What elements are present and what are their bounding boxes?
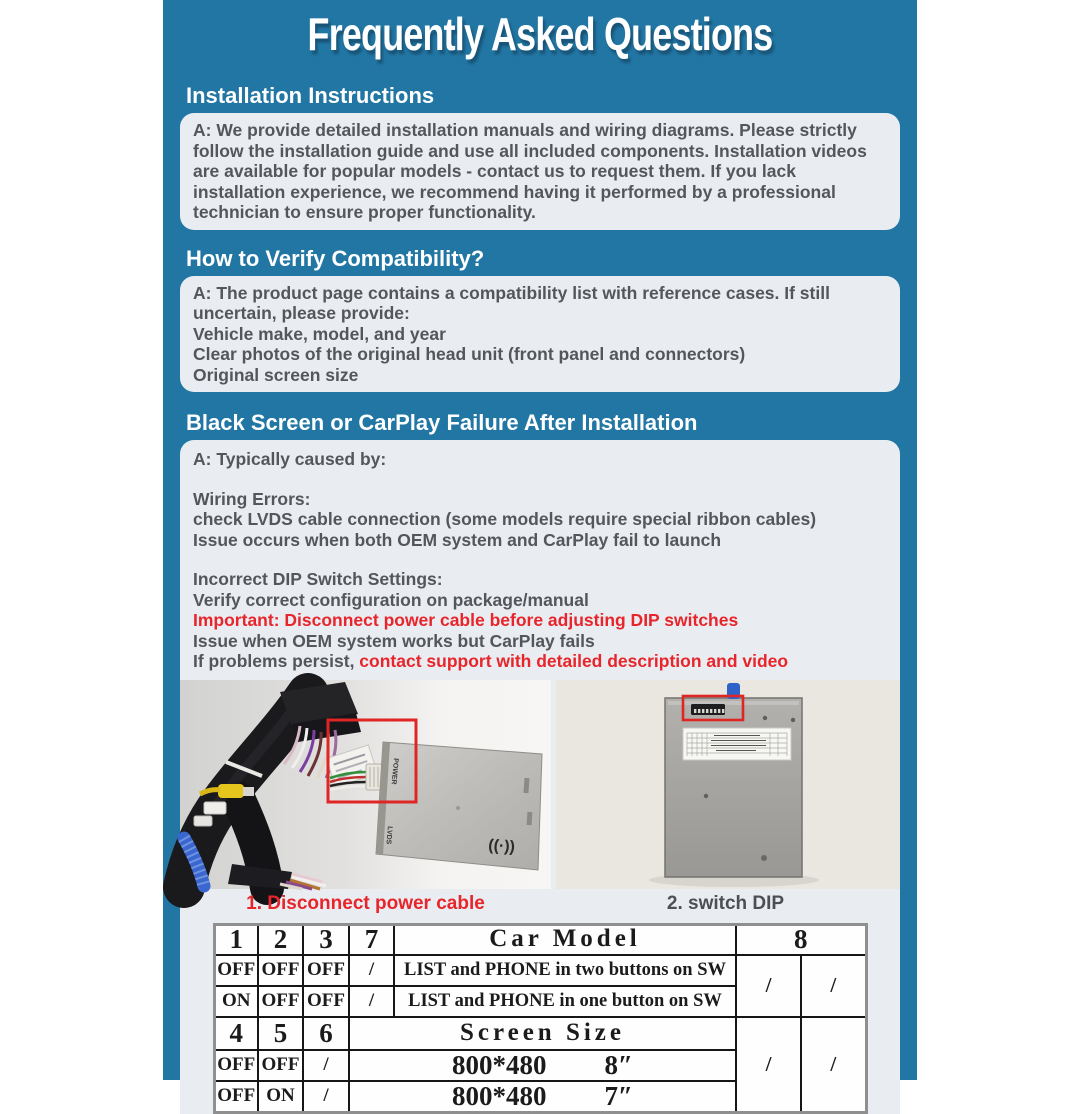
cell-sw1: OFF [214,955,258,986]
dip-switch-photo [556,680,900,889]
answer-line: If problems persist, contact support with detailed description and video [193,651,789,671]
table-row [214,955,866,986]
col-header-sw4: 4 [214,1017,258,1050]
answer-line: Vehicle make, model, and year [193,323,446,344]
col-header-sw5: 5 [258,1017,303,1050]
page-title-wrap [163,0,917,71]
answer-line: Issue occurs when both OEM system and CarPlay fail to launch [193,529,722,550]
col-header-sw2: 2 [258,924,303,955]
resolution-value: 800*480 [452,1049,547,1080]
cell-sw3: OFF [303,955,349,986]
page-title: Frequently Asked Questions [307,8,773,60]
answer-line: Verify correct configuration on package/manual [193,589,589,610]
section-heading-installation: Installation Instructions [186,83,435,108]
answer-line [193,470,887,489]
cell-sw6: / [303,1050,349,1081]
dip-switch-table [213,923,868,1114]
answer-box-blackscreen [180,440,900,1114]
section-heading-compatibility: How to Verify Compatibility? [186,245,485,271]
cell-sw2: OFF [258,986,303,1017]
answer-box-installation [180,113,900,230]
spec-label [683,728,791,760]
power-label: POWER [389,757,399,785]
col-header-car-model: Car Model [394,924,736,955]
cell-screen-size [349,1050,736,1081]
cell-sw8a: / [736,955,801,1017]
answer-line: Wiring Errors: [193,488,311,509]
cell-sw2: OFF [258,955,303,986]
cell-sw8a: / [736,1017,801,1113]
answer-text-installation: A: We provide detailed installation manuals and wiring diagrams. Please strictly follow the installation guide and use all included components. Installation videos are available for popular models - contact us to request them. If you lack installation experience, we recommend having it performed by a professional technician to ensure proper functionality. [193,120,867,222]
answer-line: A: The product page contains a compatibility list with reference cases. If still uncertain, please provide: [193,282,830,323]
cell-sw6: / [303,1081,349,1113]
wifi-logo: ((·)) [487,836,516,856]
cell-sw4: OFF [214,1050,258,1081]
col-header-sw6: 6 [303,1017,349,1050]
answer-line: Issue when OEM system works but CarPlay fails [193,630,595,651]
answer-line [193,550,887,569]
col-header-sw8: 8 [736,924,866,955]
cell-sw7: / [349,955,394,986]
cell-sw8b: / [801,955,866,1017]
faq-panel [163,0,917,1111]
inch-value: 7″ [604,1080,633,1111]
cell-car-model: LIST and PHONE in one button on SW [394,986,736,1017]
table-row [214,924,866,955]
table-row [214,1017,866,1050]
answer-line: Incorrect DIP Switch Settings: [193,569,443,589]
answer-line: Clear photos of the original head unit (front panel and connectors) [193,344,746,364]
answer-line: Important: Disconnect power cable before adjusting DIP switches [193,610,739,630]
answer-line: Original screen size [193,364,359,385]
lvds-label: LVDS [384,825,393,845]
cell-sw3: OFF [303,986,349,1017]
cell-sw7: / [349,986,394,1017]
section-heading-blackscreen: Black Screen or CarPlay Failure After Installation [186,410,698,435]
col-header-sw1: 1 [214,924,258,955]
answer-line: check LVDS cable connection (some models require special ribbon cables) [193,509,817,529]
caption-switch-dip: 2. switch DIP [666,893,785,915]
answer-box-compatibility [180,276,900,393]
resolution-value: 800*480 [452,1080,547,1111]
captions-row [180,889,900,921]
col-header-screen-size: Screen Size [349,1017,736,1050]
inch-value: 8″ [604,1049,633,1080]
col-header-sw7: 7 [349,924,394,955]
carplay-module-box [376,742,542,870]
cell-sw5: ON [258,1081,303,1113]
module-top-view [665,698,802,877]
caption-disconnect-power: 1. Disconnect power cable [246,893,485,915]
answer-line: A: Typically caused by: [193,449,387,469]
dip-switch-bank [691,704,725,715]
faq3-answer-lines [180,440,900,677]
cell-sw5: OFF [258,1050,303,1081]
wiring-harness-photo [180,680,551,889]
cell-car-model: LIST and PHONE in two buttons on SW [394,955,736,986]
cell-sw4: OFF [214,1081,258,1113]
figures-row [180,680,900,889]
cell-sw8b: / [801,1017,866,1113]
cell-sw1: ON [214,986,258,1017]
cell-screen-size [349,1081,736,1113]
col-header-sw3: 3 [303,924,349,955]
